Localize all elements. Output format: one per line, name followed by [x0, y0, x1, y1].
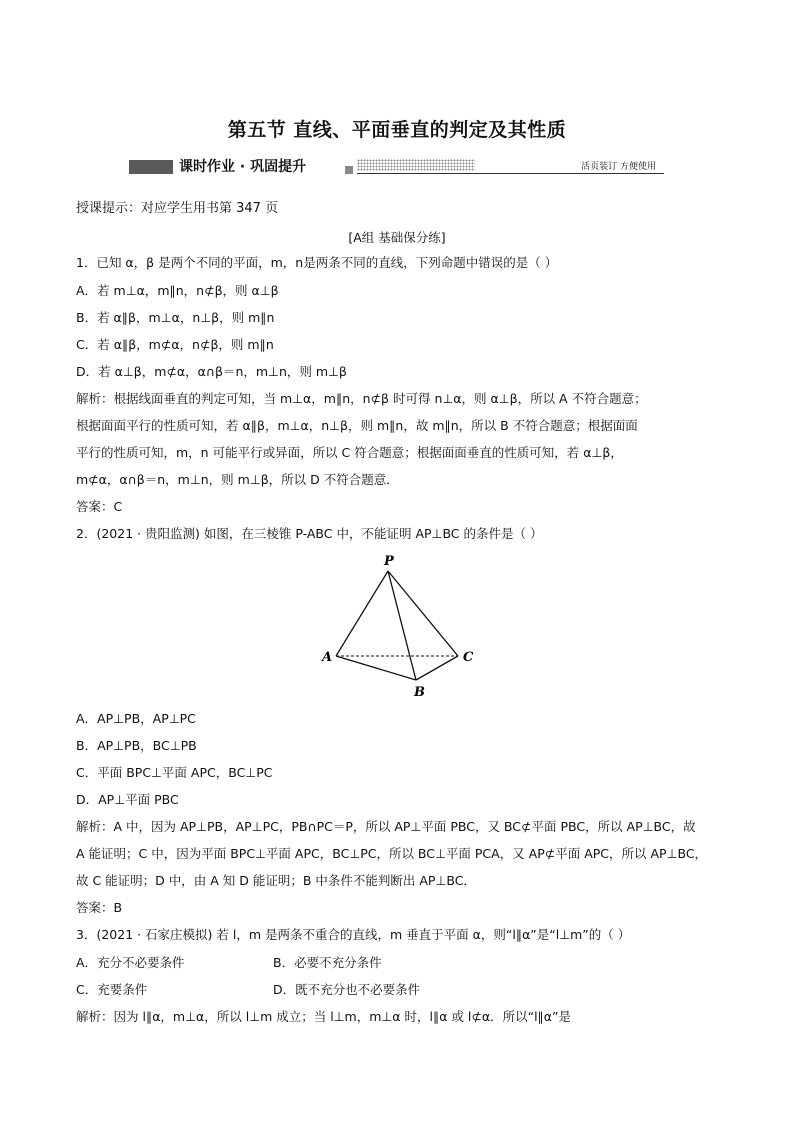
- q1-option-d: D．若 α⊥β，m⊄α，α∩β＝n，m⊥n，则 m⊥β: [76, 364, 347, 379]
- group-heading: [A组 基础保分练]: [348, 230, 446, 245]
- q1-stem: 1．已知 α，β 是两个不同的平面，m，n是两条不同的直线，下列命题中错误的是（ ）: [76, 255, 558, 270]
- q1-analysis-line-2: 根据面面平行的性质可知，若 α∥β，m⊥α，n⊥β，则 m∥n，故 m∥n，所以 B 不符合题意；根据面面: [76, 418, 638, 433]
- q3-stem: 3．(2021 · 石家庄模拟) 若 l，m 是两条不重合的直线，m 垂直于平面 α，则“l∥α”是“l⊥m”的（ ）: [76, 927, 631, 942]
- edge-pa: [336, 571, 388, 656]
- vertex-label-c: C: [463, 650, 474, 665]
- section-band: [129, 156, 664, 180]
- q3-option-d: D．既不充分也不必要条件: [273, 982, 421, 997]
- vertex-label-p: P: [384, 554, 394, 569]
- q1-analysis-line-1: 解析：根据线面垂直的判定可知，当 m⊥α，m∥n，n⊄β 时可得 n⊥α，则 α⊥β，所以 A 不符合题意；: [76, 391, 647, 406]
- band-note: 活页装订 方便使用: [581, 162, 656, 172]
- pyramid-figure: [318, 553, 478, 701]
- q1-analysis-line-4: m⊄α，α∩β＝n，m⊥n，则 m⊥β，所以 D 不符合题意．: [76, 472, 399, 487]
- q3-option-a: A．充分不必要条件: [76, 955, 185, 970]
- q2-answer: 答案：B: [76, 900, 123, 915]
- q2-option-a: A．AP⊥PB，AP⊥PC: [76, 711, 196, 726]
- lecture-hint: 授课提示：对应学生用书第 347 页: [76, 201, 279, 216]
- q3-analysis-line-1: 解析：因为 l∥α，m⊥α，所以 l⊥m 成立；当 l⊥m，m⊥α 时，l∥α 或 l⊄α．所以“l∥α”是: [76, 1009, 572, 1024]
- band-dot-pattern: [357, 159, 475, 171]
- edge-ab: [336, 656, 416, 680]
- vertex-label-b: B: [414, 685, 425, 700]
- q2-stem: 2．(2021 · 贵阳监测) 如图，在三棱锥 P-ABC 中，不能证明 AP⊥BC 的条件是（ ）: [76, 526, 543, 541]
- q2-option-d: D．AP⊥平面 PBC: [76, 792, 179, 807]
- vertex-label-a: A: [322, 650, 333, 665]
- q2-option-b: B．AP⊥PB，BC⊥PB: [76, 738, 197, 753]
- q2-analysis-line-2: A 能证明；C 中，因为平面 BPC⊥平面 APC，BC⊥PC，所以 BC⊥平面 PCA，又 AP⊄平面 APC，所以 AP⊥BC，: [76, 846, 708, 861]
- band-square: [345, 166, 353, 174]
- q1-option-c: C．若 α∥β，m⊄α，n⊄β，则 m∥n: [76, 337, 274, 352]
- q1-analysis-line-3: 平行的性质可知，m，n 可能平行或异面，所以 C 符合题意；根据面面垂直的性质可知，若 α⊥β，: [76, 445, 623, 460]
- q3-option-b: B．必要不充分条件: [273, 955, 382, 970]
- q1-answer: 答案：C: [76, 499, 123, 514]
- q1-option-b: B．若 α∥β，m⊥α，n⊥β，则 m∥n: [76, 310, 275, 325]
- q2-analysis-line-3: 故 C 能证明；D 中，由 A 知 D 能证明；B 中条件不能判断出 AP⊥BC．: [76, 873, 476, 888]
- band-label: 课时作业 · 巩固提升: [179, 159, 307, 175]
- q3-option-c: C．充要条件: [76, 982, 148, 997]
- q2-analysis-line-1: 解析：A 中，因为 AP⊥PB，AP⊥PC，PB∩PC＝P，所以 AP⊥平面 PBC，又 BC⊄平面 PBC，所以 AP⊥BC，故: [76, 819, 696, 834]
- edge-bc: [416, 656, 458, 680]
- band-block: [129, 160, 173, 174]
- q2-option-c: C．平面 BPC⊥平面 APC，BC⊥PC: [76, 765, 273, 780]
- q1-option-a: A．若 m⊥α，m∥n，n⊄β，则 α⊥β: [76, 283, 279, 298]
- section-title: 第五节 直线、平面垂直的判定及其性质: [227, 119, 567, 141]
- band-rule: [357, 173, 664, 174]
